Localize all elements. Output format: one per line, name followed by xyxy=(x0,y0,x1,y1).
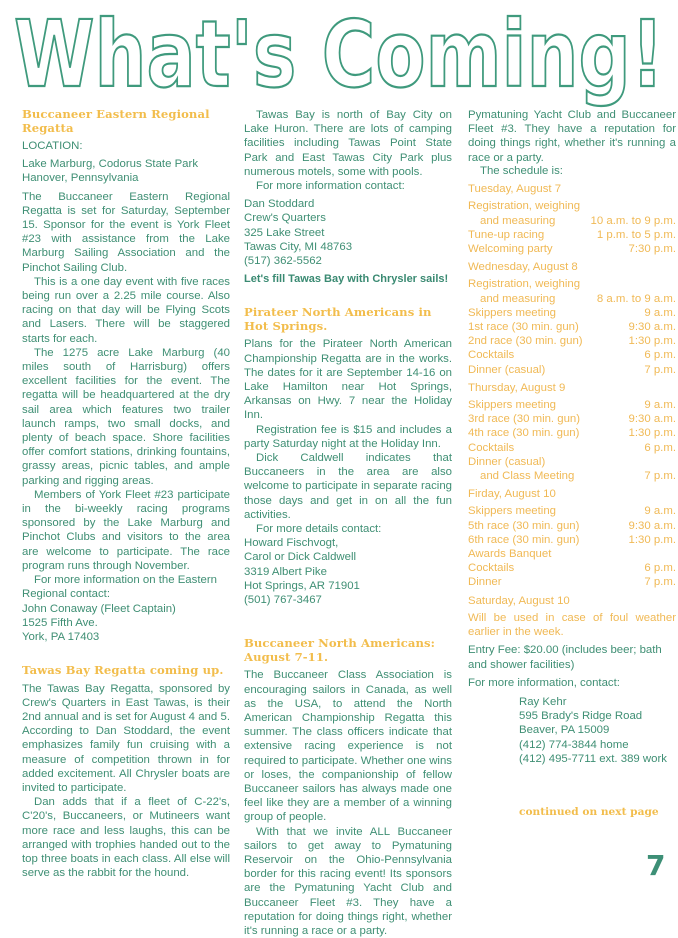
location-line: Hanover, Pennsylvania xyxy=(22,172,139,185)
schedule-row xyxy=(468,277,676,291)
schedule-row xyxy=(468,412,676,426)
schedule-row xyxy=(468,455,676,469)
schedule-event: Awards Banquet xyxy=(468,548,552,561)
schedule-time: 1:30 p.m. xyxy=(628,427,676,440)
schedule-row xyxy=(468,533,676,547)
contact-line: 1525 Fifth Ave. xyxy=(22,616,98,629)
contact-line: 595 Brady's Ridge Road xyxy=(519,710,643,723)
paragraph: Dick Caldwell indicates that Buccaneers in the area are also welcome to participate in separate racing those days and get in on all the fun activities. xyxy=(244,452,452,521)
schedule-time: 8 a.m. to 9 a.m. xyxy=(596,292,676,305)
paragraph: Dan adds that if a fleet of C-22's, C'20's, Buccaneers, or Mutineers want more race and less laughs, this can be arranged with trophies handed out to the top three boats in each class. All else will serve as the rabbit for the hound. xyxy=(22,796,230,880)
buccaneer-na-heading: Buccaneer North Americans: August 7-11. xyxy=(244,636,436,664)
schedule-row xyxy=(468,561,676,575)
entry-fee: Entry Fee: $20.00 (includes beer; bath and shower facilities) xyxy=(468,644,662,671)
schedule-row xyxy=(468,348,676,362)
page-title xyxy=(0,0,678,108)
paragraph: For more information contact: xyxy=(256,180,405,193)
schedule-time: 6 p.m. xyxy=(644,349,676,362)
contact-line: (501) 767-3467 xyxy=(244,594,322,607)
schedule-row xyxy=(468,334,676,348)
contact-line: (412) 495-7711 ext. 389 work xyxy=(519,752,667,765)
paragraph: This is a one day event with five races being run over a 2.25 mile course. Also racing on that day will be Flying Scots and Lasers. There will be staggered starts for each. xyxy=(22,275,230,345)
contact-line: Tawas City, MI 48763 xyxy=(244,240,353,253)
schedule-row xyxy=(468,242,676,256)
schedule-time: 10 a.m. to 9 p.m. xyxy=(590,214,676,227)
paragraph: Plans for the Pirateer North American Championship Regatta are in the works. The dates for it are September 14-16 on Lake Hamilton near Hot Springs, Arkansas on Hwy. 7 near the Holiday Inn. xyxy=(244,338,452,422)
schedule-row xyxy=(468,214,676,228)
contact-line: John Conaway (Fleet Captain) xyxy=(22,602,176,615)
paragraph: The Buccaneer Eastern Regional Regatta is set for Saturday, September 15. Sponsor for the event is York Fleet #23 with assistance from the Lake Marburg Sailing Association and the Pinchot Sailing Club. xyxy=(22,190,230,274)
schedule-event: 6th race (30 min. gun) xyxy=(468,533,580,546)
schedule-event: Registration, weighing xyxy=(468,278,581,291)
paragraph: Members of York Fleet #23 participate in the bi-weekly racing programs sponsored by the Lake Marburg and Pinchot Clubs and visitors to the area are welcome to participate. The race program runs through November. xyxy=(22,488,230,572)
title-graphic xyxy=(0,0,678,108)
schedule-event: 5th race (30 min. gun) xyxy=(468,519,580,532)
continued-note: continued on next page xyxy=(519,806,659,818)
contact-line: Beaver, PA 15009 xyxy=(519,724,610,737)
contact-line: York, PA 17403 xyxy=(22,630,100,643)
paragraph: For more information on the Eastern Regional contact: xyxy=(22,574,217,601)
schedule-row xyxy=(468,519,676,533)
contact-line: Dan Stoddard xyxy=(244,198,315,211)
schedule-row xyxy=(468,228,676,242)
schedule-intro: The schedule is: xyxy=(480,165,563,177)
contact-line: Hot Springs, AR 71901 xyxy=(244,579,360,592)
column-3 xyxy=(468,108,676,766)
paragraph: With that we invite ALL Buccaneer sailors to get away to Pymatuning Reservoir on the Ohio-Pennsylvania border for this racing event! Its sponsors are the Pymatuning Yacht Club and Buccaneer Fleet #3. They have a reputation for doing things right, whether it's running a race or a party. xyxy=(244,825,452,937)
schedule-row xyxy=(468,306,676,320)
schedule-row xyxy=(468,199,676,213)
schedule xyxy=(468,182,676,589)
paragraph-continued xyxy=(468,108,676,164)
location-line: Lake Marburg, Codorus State Park xyxy=(22,158,199,171)
schedule-event: 4th race (30 min. gun) xyxy=(468,427,580,440)
schedule-event: 3rd race (30 min. gun) xyxy=(468,413,581,426)
schedule-time: 7 p.m. xyxy=(644,363,676,376)
paragraph: Registration fee is $15 and includes a party Saturday night at the Holiday Inn. xyxy=(244,423,452,450)
schedule-row xyxy=(468,292,676,306)
schedule-row xyxy=(468,363,676,377)
schedule-time: 7:30 p.m. xyxy=(628,243,676,256)
paragraph-continued-text: Pymatuning Yacht Club and Buccaneer Fleet #3. They have a reputation for doing things right, whether it's running a race or a party. xyxy=(468,109,676,164)
schedule-row xyxy=(468,441,676,455)
saturday-note: Will be used in case of foul weather earlier in the week. xyxy=(468,611,676,639)
column-1 xyxy=(22,108,230,880)
contact-line: Ray Kehr xyxy=(519,695,567,708)
schedule-event: Tune-up racing xyxy=(468,228,545,241)
eastern-heading: Buccaneer Eastern Regional Regatta xyxy=(22,107,210,135)
schedule-event: Skippers meeting xyxy=(468,306,557,319)
contact-line: 325 Lake Street xyxy=(244,226,325,239)
paragraph: Tawas Bay is north of Bay City on Lake Huron. There are lots of camping facilities including Tawas Point State Park and East Tawas City Park plus numerous motels, some with pools. xyxy=(244,109,452,178)
schedule-event: Skippers meeting xyxy=(468,505,557,518)
schedule-time: 7 p.m. xyxy=(644,576,676,589)
schedule-day: Wednesday, August 8 xyxy=(468,261,578,274)
contact-line: Carol or Dick Caldwell xyxy=(244,551,357,564)
schedule-time: 1:30 p.m. xyxy=(628,533,676,546)
schedule-day: Thursday, August 9 xyxy=(468,381,566,394)
schedule-event: Cocktails xyxy=(468,562,515,575)
pirateer-heading: Pirateer North Americans in Hot Springs. xyxy=(244,305,432,333)
tawas-heading: Tawas Bay Regatta coming up. xyxy=(22,663,224,678)
more-info: For more information, contact: xyxy=(468,676,620,689)
schedule-event: Dinner xyxy=(468,576,502,589)
schedule-time: 7 p.m. xyxy=(644,470,676,483)
schedule-event: and Class Meeting xyxy=(480,470,575,483)
schedule-row xyxy=(468,320,676,334)
contact-block xyxy=(468,695,676,766)
contact-line: (517) 362-5562 xyxy=(244,255,322,268)
contact-line: (412) 774-3844 home xyxy=(519,738,629,751)
schedule-event: 2nd race (30 min. gun) xyxy=(468,335,583,348)
tagline: Let's fill Tawas Bay with Chrysler sails! xyxy=(244,273,449,286)
schedule-row xyxy=(468,426,676,440)
schedule-event: Cocktails xyxy=(468,441,515,454)
paragraph: The Tawas Bay Regatta, sponsored by Crew's Quarters in East Tawas, is their 2nd annual and is set for August 4 and 5. According to Dan Stoddard, the event emphasizes family fun cruising with a measure of competition thrown in for added excitement. All Chrysler boats are invited to participate. xyxy=(22,682,230,795)
schedule-time: 9 a.m. xyxy=(644,505,676,518)
paragraph: The 1275 acre Lake Marburg (40 miles south of Harrisburg) offers excellent facilities for the event. The regatta will be headquartered at the dry sail area which features two trailer launch ramps, two small docks, and plenty of beach space. Shore facilities offer comfort stations, drinking fountains, grassy areas, picnic tables, and ample parking and rigging areas. xyxy=(22,346,230,487)
schedule-time: 6 p.m. xyxy=(644,441,676,454)
schedule-event: Skippers meeting xyxy=(468,399,557,412)
schedule-event: and measuring xyxy=(480,292,556,305)
schedule-time: 1:30 p.m. xyxy=(628,335,676,348)
contact-line: Howard Fischvogt, xyxy=(244,537,339,550)
title-text: What's Coming! xyxy=(14,1,664,108)
schedule-time: 9:30 a.m. xyxy=(628,413,676,426)
column-2 xyxy=(244,108,452,937)
schedule-day: Saturday, August 10 xyxy=(468,594,570,607)
schedule-event: Welcoming party xyxy=(468,243,553,256)
schedule-time: 9:30 a.m. xyxy=(628,519,676,532)
contact-line: 3319 Albert Pike xyxy=(244,565,327,578)
schedule-time: 9 a.m. xyxy=(644,399,676,412)
schedule-event: Registration, weighing xyxy=(468,200,581,213)
schedule-row xyxy=(468,575,676,589)
schedule-row xyxy=(468,398,676,412)
schedule-time: 9 a.m. xyxy=(644,306,676,319)
schedule-time: 6 p.m. xyxy=(644,562,676,575)
schedule-row xyxy=(468,469,676,483)
schedule-row xyxy=(468,504,676,518)
schedule-event: Dinner (casual) xyxy=(468,363,546,376)
paragraph: For more details contact: xyxy=(256,523,382,536)
schedule-day: Firday, August 10 xyxy=(468,488,556,501)
schedule-time: 9:30 a.m. xyxy=(628,321,676,334)
schedule-time: 1 p.m. to 5 p.m. xyxy=(596,228,676,241)
schedule-event: Dinner (casual) xyxy=(468,455,546,468)
contact-line: Crew's Quarters xyxy=(244,212,326,225)
schedule-event: 1st race (30 min. gun) xyxy=(468,321,579,334)
schedule-day: Tuesday, August 7 xyxy=(468,183,562,196)
paragraph: The Buccaneer Class Association is encouraging sailors in Canada, as well as the USA, to attend the North American Championship Regatta this summer. The class officers indicate that extensive racing experience is not required to participate. Whether one wins or loses, the companionship of fellow Buccaneer sailors has always made one feel like they are a member of a winning group of people. xyxy=(244,669,452,824)
location-label: LOCATION: xyxy=(22,140,83,152)
schedule-row xyxy=(468,547,676,561)
schedule-event: and measuring xyxy=(480,214,556,227)
page-number: 7 xyxy=(646,849,666,882)
schedule-event: Cocktails xyxy=(468,349,515,362)
